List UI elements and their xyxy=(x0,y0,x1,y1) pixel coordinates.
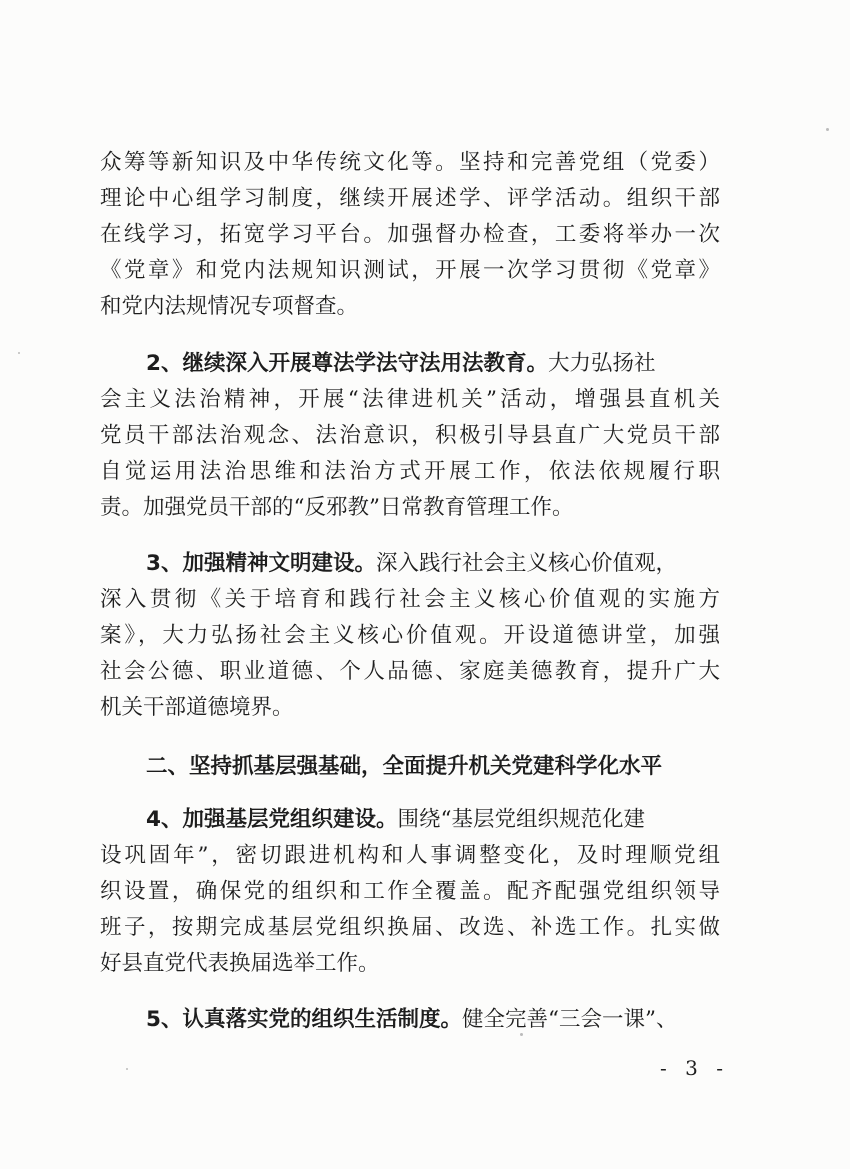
item-3-lead: 3、加强精神文明建设。 xyxy=(146,551,376,576)
scan-speck xyxy=(826,128,829,131)
item-3-rest: 深入践行社会主义核心价值观， xyxy=(375,551,677,576)
paragraph-line: 机关干部道德境界。 xyxy=(100,695,294,720)
scan-speck xyxy=(18,352,20,354)
item-4-rest: 围绕“基层党组织规范化建 xyxy=(397,807,645,832)
section-heading: 二、坚持抓基层强基础，全面提升机关党建科学化水平 xyxy=(146,754,663,779)
item-5-first-line xyxy=(146,1003,720,1037)
item-4-first-line xyxy=(146,803,720,837)
item-2-first-line xyxy=(146,347,720,381)
paragraph-line: 众筹等新知识及中华传统文化等。坚持和完善党组（党委） xyxy=(100,150,720,175)
paragraph-line: 社会公德、职业道德、个人品德、家庭美德教育，提升广大 xyxy=(100,659,720,684)
paragraph-line: 《党章》和党内法规知识测试，开展一次学习贯彻《党章》 xyxy=(100,258,720,283)
item-5-rest: 健全完善“三会一课”、 xyxy=(461,1007,678,1032)
paragraph-line: 班子，按期完成基层党组织换届、改选、补选工作。扎实做 xyxy=(100,915,720,940)
item-3-first-line xyxy=(146,547,720,581)
paragraph-line: 和党内法规情况专项督查。 xyxy=(100,294,359,319)
paragraph-line: 会主义法治精神，开展“法律进机关”活动，增强县直机关 xyxy=(100,387,720,412)
paragraph-line: 自觉运用法治思维和法治方式开展工作，依法依规履行职 xyxy=(100,459,720,484)
paragraph-line: 责。加强党员干部的“反邪教”日常教育管理工作。 xyxy=(100,495,574,520)
paragraph-line: 好县直党代表换届选举工作。 xyxy=(100,951,380,976)
paragraph-line: 在线学习，拓宽学习平台。加强督办检查，工委将举办一次 xyxy=(100,222,720,247)
item-2-rest: 大力弘扬社 xyxy=(547,351,656,376)
scan-speck xyxy=(520,1033,523,1036)
paragraph-line: 案》，大力弘扬社会主义核心价值观。开设道德讲堂，加强 xyxy=(100,623,720,648)
scan-speck xyxy=(126,1068,128,1070)
item-2-lead: 2、继续深入开展尊法学法守法用法教育。 xyxy=(146,351,548,376)
page-number: - 3 - xyxy=(660,1056,729,1080)
paragraph-line: 理论中心组学习制度，继续开展述学、评学活动。组织干部 xyxy=(100,186,720,211)
item-4-lead: 4、加强基层党组织建设。 xyxy=(146,807,398,832)
paragraph-line: 深入贯彻《关于培育和践行社会主义核心价值观的实施方 xyxy=(100,587,720,612)
paragraph-line: 党员干部法治观念、法治意识，积极引导县直广大党员干部 xyxy=(100,423,720,448)
item-5-lead: 5、认真落实党的组织生活制度。 xyxy=(146,1007,462,1032)
paragraph-line: 织设置，确保党的组织和工作全覆盖。配齐配强党组织领导 xyxy=(100,879,720,904)
paragraph-line: 设巩固年”，密切跟进机构和人事调整变化，及时理顺党组 xyxy=(100,843,720,868)
